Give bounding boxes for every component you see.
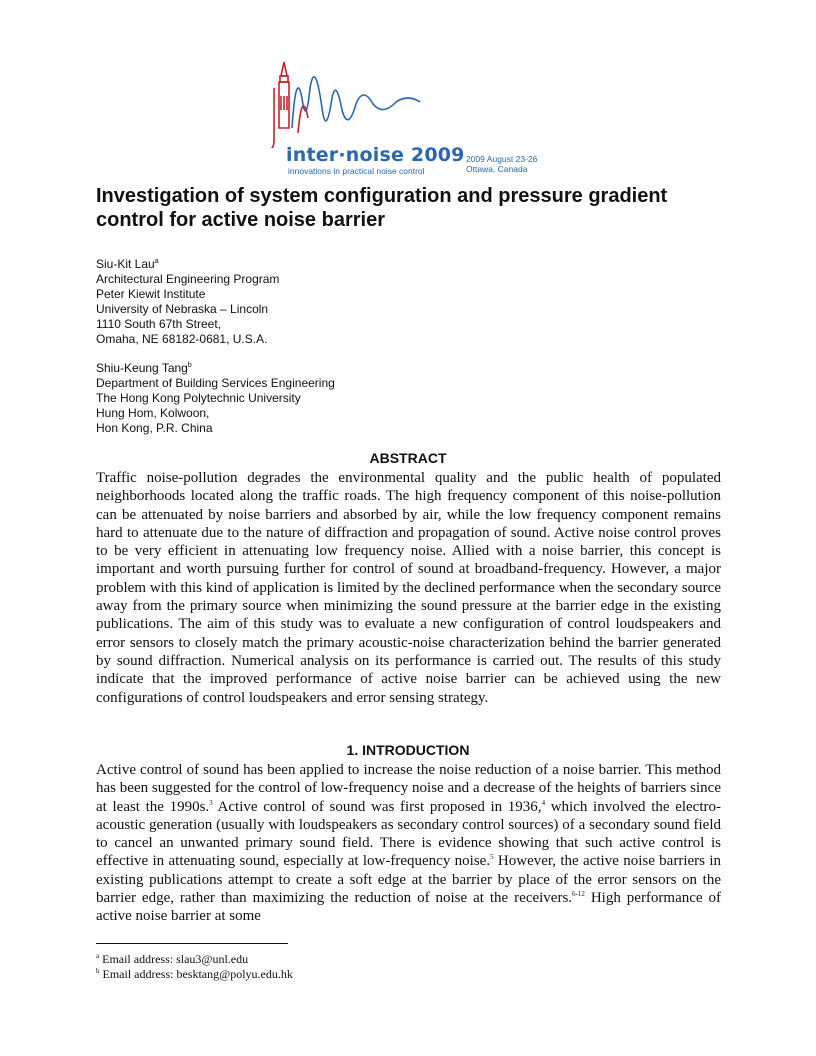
conference-logo-name: inter·noise 2009: [286, 144, 465, 166]
conference-logo: [268, 58, 568, 178]
footnote-item: $^a$ Email address: slau3@unl.edu: [96, 952, 249, 966]
citation-ref: 5: [490, 853, 494, 862]
affiliation-line: The Hong Kong Polytechnic University: [96, 391, 301, 405]
affiliation-line: 1110 South 67th Street,: [96, 317, 221, 331]
affiliation-line: University of Nebraska – Lincoln: [96, 302, 269, 316]
author-block: [96, 257, 335, 347]
affiliation-line: Architectural Engineering Program: [96, 272, 280, 286]
footnote-divider: [96, 943, 288, 944]
conference-logo-graphic: [268, 58, 568, 148]
author-name: Shiu-Keung Tang$^b$: [96, 361, 192, 375]
citation-ref: 4: [541, 798, 546, 807]
citation-ref: 3: [209, 798, 213, 807]
conference-tagline: innovations in practical noise control: [288, 166, 425, 176]
event-date: 2009 August 23-26: [466, 154, 538, 164]
event-location: Ottawa, Canada: [466, 164, 528, 174]
conference-event-info: [466, 154, 537, 174]
affiliation-line: Department of Building Services Engineering: [96, 376, 335, 390]
introduction-text: Active control of sound has been applied to increase the noise reduction of a noise barrier. This method has been suggested for the control of low-frequency noise and a decrease of the heights of barriers since at least the 1990s.$^3$ Active control of sound was first proposed in 1936,$^4$ which involved the electro-acoustic generation (usually with loudspeakers as secondary control sources) of a secondary sound field to cancel an unwanted primary sound field. There is evidence showing that such active control is effective in attenuating sound, especially at low-frequency noise.$^5$ However, the active noise barriers in existing publications attempt to create a soft edge at the barrier by place of the error sensors on the barrier edge, rather than maximizing the reduction of noise at the receivers.$^{6-12}$ High performance of active noise barrier at some: [96, 762, 722, 925]
paper-title: Investigation of system configuration and pressure gradient control for active noise barrier: [96, 185, 668, 231]
affiliation-line: Hon Kong, P.R. China: [96, 421, 213, 435]
footnote-item: $^b$ Email address: besktang@polyu.edu.hk: [96, 967, 293, 981]
citation-ref: 6-12: [572, 890, 585, 899]
footnotes: [96, 952, 293, 982]
abstract-heading: ABSTRACT: [369, 450, 447, 466]
affiliation-line: Hung Hom, Kolwoon,: [96, 406, 210, 420]
affiliation-line: Omaha, NE 68182-0681, U.S.A.: [96, 332, 268, 346]
affiliation-line: Peter Kiewit Institute: [96, 287, 206, 301]
author-name: Siu-Kit Lau$^a$: [96, 257, 159, 271]
author-block: [96, 361, 335, 436]
introduction-heading: 1. INTRODUCTION: [346, 742, 470, 758]
abstract-text: Traffic noise-pollution degrades the environmental quality and the public health of populated neighborhoods located along the traffic roads. The high frequency component of this noise-pollution can be attenuated by noise barriers and absorbed by air, while the low frequency component remains hard to attenuate due to the nature of diffraction and propagation of sound. Active noise control proves to be very efficient in attenuating low frequency noise. Allied with a noise barrier, this concept is important and worth pursuing further for control of sound at broadband-frequency. However, a major problem with this kind of application is limited by the declined performance when the secondary source away from the primary source when minimizing the sound pressure at the barrier edge in the existing publications. The aim of this study was to evaluate a new configuration of control loudspeakers and error sensors to closely match the primary acoustic-noise characterization behind the barrier generated by sound diffraction. Numerical analysis on its performance is carried out. The results of this study indicate that the improved performance of active noise barrier can be achieved using the new configurations of control loudspeakers and error sensing strategy.: [96, 470, 721, 706]
author-list: [96, 257, 335, 450]
